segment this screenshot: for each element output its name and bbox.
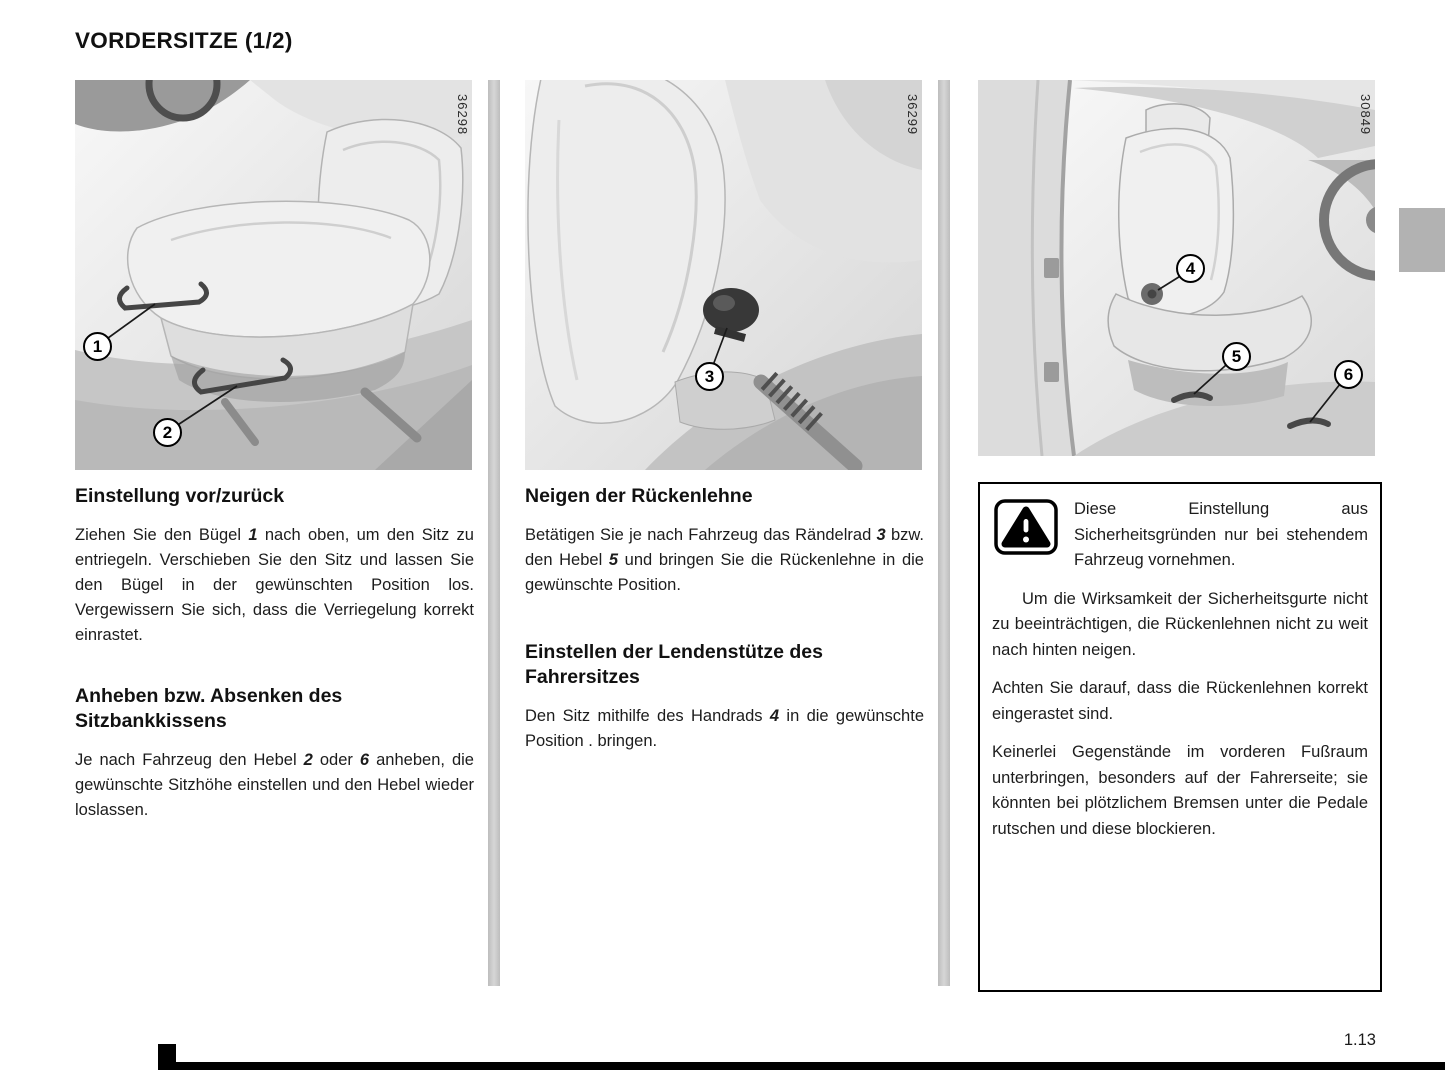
text-segment: Ziehen Sie den Bügel (75, 526, 249, 544)
page-number: 1.13 (1343, 1031, 1376, 1049)
column-divider (938, 80, 950, 986)
section-heading-raise-lower: Anheben bzw. Absenken des Sitzbankkissens (75, 685, 343, 732)
text-segment: anheben, die gewünschte Sitzhöhe einstellen und den Hebel wieder loslassen. (75, 751, 474, 819)
text-segment: nach oben, um den Sitz zu entriegeln. Verschieben Sie den Sitz und lassen Sie den Bügel in der gewünschten Position los. Vergewissern Sie sich, dass die Verriegelung korrekt einrastet. (75, 526, 474, 644)
text-segment: Je nach Fahrzeug den Hebel (75, 751, 304, 769)
warning-triangle-icon (994, 499, 1058, 555)
page-edge-bar (176, 1062, 1445, 1070)
print-registration-mark (158, 1044, 176, 1070)
figure-interior-door (978, 80, 1375, 456)
section-heading-recline-backrest: Neigen der Rückenlehne (525, 485, 753, 507)
figure-front-seats (75, 80, 472, 470)
section-heading-lumbar-support: Einstellen der Lendenstütze des Fahrersitzes (525, 641, 823, 688)
warning-paragraph-4: Keinerlei Gegenstände im vorderen Fußraum unterbringen, besonders auf der Fahrerseite; sie könnten bei plötzlichem Bremsen unter die Pedale rutschen und diese blockieren. (992, 743, 1368, 838)
figure-backrest-knob (525, 80, 922, 470)
paragraph-adjust-forward-back (75, 523, 474, 648)
figure-id-label: 30849 (1358, 94, 1373, 136)
callout-5: 5 (1222, 342, 1251, 371)
paragraph-raise-lower (75, 748, 474, 823)
warning-paragraph-1: Diese Einstellung aus Sicherheitsgründen nur bei stehendem Fahrzeug vornehmen. (1074, 500, 1368, 569)
section-heading-adjust-forward-back: Einstellung vor/zurück (75, 485, 285, 507)
text-segment: bzw. den Hebel (525, 526, 924, 569)
callout-ref-3: 3 (876, 526, 886, 544)
safety-warning-box (978, 482, 1382, 992)
page-title: VORDERSITZE (1/2) (75, 28, 293, 53)
callout-ref-5: 5 (608, 551, 619, 569)
warning-paragraph-3: Achten Sie darauf, dass die Rückenlehnen korrekt eingerastet sind. (992, 679, 1368, 723)
section-tab-marker (1399, 208, 1445, 272)
text-segment: Den Sitz mithilfe des Handrads (525, 707, 770, 725)
paragraph-lumbar-support (525, 704, 924, 754)
text-segment: in die gewünschte Position . bringen. (525, 707, 924, 750)
figure-id-label: 36298 (455, 94, 470, 136)
text-segment: oder (312, 751, 360, 769)
column-divider (488, 80, 500, 986)
callout-ref-1: 1 (248, 526, 258, 544)
figure-id-label: 36299 (905, 94, 920, 136)
seat-illustration (75, 80, 472, 470)
text-segment: und bringen Sie die Rückenlehne in die gewünschte Position. (525, 551, 924, 594)
warning-paragraph-2: Um die Wirksamkeit der Sicherheitsgurte nicht zu beeinträchtigen, die Rückenlehnen nicht zu weit nach hinten neigen. (992, 589, 1368, 659)
door-latch (1044, 362, 1059, 382)
callout-6: 6 (1334, 360, 1363, 389)
callout-1: 1 (83, 332, 112, 361)
middle-text-column (525, 484, 924, 754)
callout-ref-6: 6 (359, 751, 370, 769)
paragraph-recline-backrest (525, 523, 924, 598)
callout-2: 2 (153, 418, 182, 447)
recline-knob (703, 288, 759, 332)
callout-ref-2: 2 (303, 751, 313, 769)
callout-4: 4 (1176, 254, 1205, 283)
callout-ref-4: 4 (769, 707, 780, 725)
callout-3: 3 (695, 362, 724, 391)
text-segment: Betätigen Sie je nach Fahrzeug das Rändelrad (525, 526, 877, 544)
left-text-column (75, 484, 474, 823)
seat-illustration (525, 80, 922, 470)
door-latch (1044, 258, 1059, 278)
